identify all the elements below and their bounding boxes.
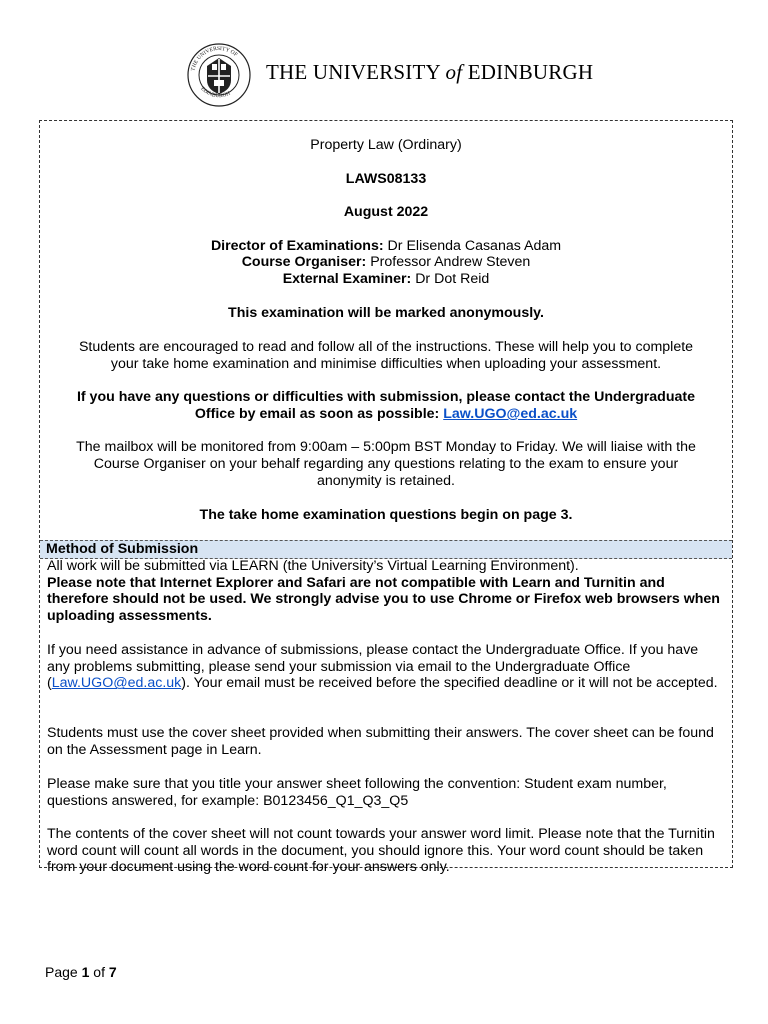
anonymous-notice: This examination will be marked anonymously.	[228, 305, 544, 321]
ugo-email-link-2[interactable]: Law.UGO@ed.ac.uk	[51, 675, 182, 692]
exam-date: August 2022	[343, 204, 429, 220]
submission-para-4: Please make sure that you title your answer sheet following the convention: Student exam number, questions answered, for example: B0123456_Q1_Q3_Q5	[47, 776, 667, 809]
page-footer: Page 1 of 7	[45, 964, 117, 980]
university-header	[186, 42, 594, 106]
current-page: 1	[81, 964, 90, 980]
course-title: Property Law (Ordinary)	[310, 137, 462, 153]
mailbox-line-2: Course Organiser on your behalf regarding any questions relating to the exam to ensure your	[93, 456, 679, 472]
university-name: THE UNIVERSITY of EDINBURGH	[266, 60, 594, 84]
instructions-line-1: Students are encouraged to read and follow all of the instructions. These will help you to complete	[78, 339, 694, 355]
organiser-line: Course Organiser: Professor Andrew Steven	[241, 254, 531, 270]
university-seal-logo	[186, 42, 252, 108]
method-of-submission-heading: Method of Submission	[40, 540, 732, 559]
submission-para-2: If you need assistance in advance of submissions, please contact the Undergraduate Office. If you have any problems submitting, please send your submission via email to the Undergraduate Office (Law.UGO@ed.ac.uk). Your email must be received before the specified deadline or it will not be accepted.	[47, 642, 718, 692]
course-code: LAWS08133	[345, 171, 427, 187]
mailbox-line-1: The mailbox will be monitored from 9:00am – 5:00pm BST Monday to Friday. We will liaise with the	[76, 439, 696, 455]
contact-line-2: Office by email as soon as possible: Law.UGO@ed.ac.uk	[194, 406, 578, 422]
total-pages: 7	[108, 964, 117, 980]
contact-line-1: If you have any questions or difficulties with submission, please contact the Undergraduate	[76, 389, 696, 405]
mailbox-line-3: anonymity is retained.	[316, 473, 455, 489]
submission-para-3: Students must use the cover sheet provided when submitting their answers. The cover sheet can be found on the Assessment page in Learn.	[47, 725, 714, 758]
external-examiner-line: External Examiner: Dr Dot Reid	[282, 271, 490, 287]
instructions-line-2: your take home examination and minimise difficulties when uploading your assessment.	[110, 356, 662, 372]
svg-text:THE UNIVERSITY OF: THE UNIVERSITY OF	[190, 45, 239, 72]
exam-cover-box	[39, 120, 733, 876]
submission-para-1: All work will be submitted via LEARN (the University’s Virtual Learning Environment). Please note that Internet Explorer and Safari are not compatible with Learn and Turnitin and therefore should not be used. We strongly advise you to use Chrome or Firefox web browsers when uploading assessments.	[47, 558, 720, 625]
begin-notice: The take home examination questions begin on page 3.	[199, 507, 573, 523]
director-line: Director of Examinations: Dr Elisenda Casanas Adam	[210, 238, 562, 254]
submission-para-5: The contents of the cover sheet will not count towards your answer word limit. Please note that the Turnitin word count will count all words in the document, you should ignore this. Your word count should be taken from your document using the word count for your answers only.	[47, 826, 715, 876]
svg-text:EDINBURGH: EDINBURGH	[199, 85, 232, 100]
ugo-email-link[interactable]: Law.UGO@ed.ac.uk	[443, 406, 578, 422]
